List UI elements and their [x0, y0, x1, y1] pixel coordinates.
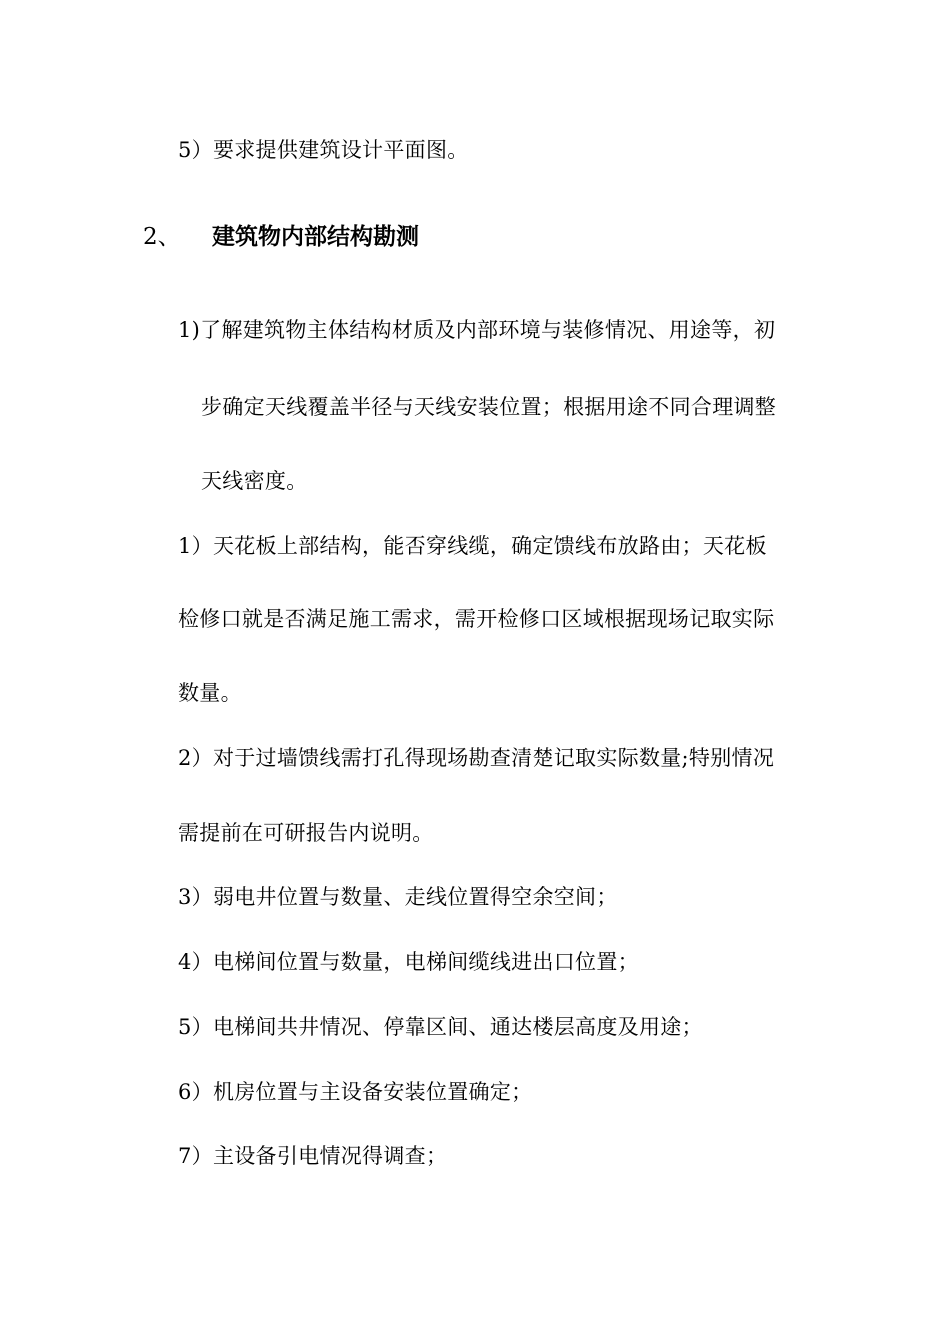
list-item-5: 5）电梯间共井情况、停靠区间、通达楼层高度及用途；: [178, 1015, 703, 1039]
paragraph-line: 1）天花板上部结构，能否穿线缆，确定馈线布放路由；天花板: [178, 534, 767, 558]
paragraph-line: 2）对于过墙馈线需打孔得现场勘查清楚记取实际数量;特别情况: [178, 746, 775, 770]
paragraph-line: 1)了解建筑物主体结构材质及内部环境与装修情况、用途等，初: [178, 318, 776, 342]
paragraph-line: 需提前在可研报告内说明。: [178, 821, 434, 845]
section-title: 建筑物内部结构勘测: [212, 223, 419, 250]
list-item-prev-5: 5）要求提供建筑设计平面图。: [178, 138, 469, 162]
paragraph-line: 天线密度。: [201, 469, 308, 493]
list-item-4: 4）电梯间位置与数量，电梯间缆线进出口位置；: [178, 950, 639, 974]
section-number: 2、: [143, 224, 181, 250]
paragraph-line: 步确定天线覆盖半径与天线安装位置；根据用途不同合理调整: [201, 395, 777, 419]
paragraph-line: 数量。: [178, 681, 242, 705]
paragraph-line: 检修口就是否满足施工需求，需开检修口区域根据现场记取实际: [178, 607, 775, 631]
list-item-6: 6）机房位置与主设备安装位置确定；: [178, 1080, 533, 1104]
list-item-7: 7）主设备引电情况得调查；: [178, 1144, 448, 1168]
list-item-3: 3）弱电井位置与数量、走线位置得空余空间；: [178, 885, 618, 909]
